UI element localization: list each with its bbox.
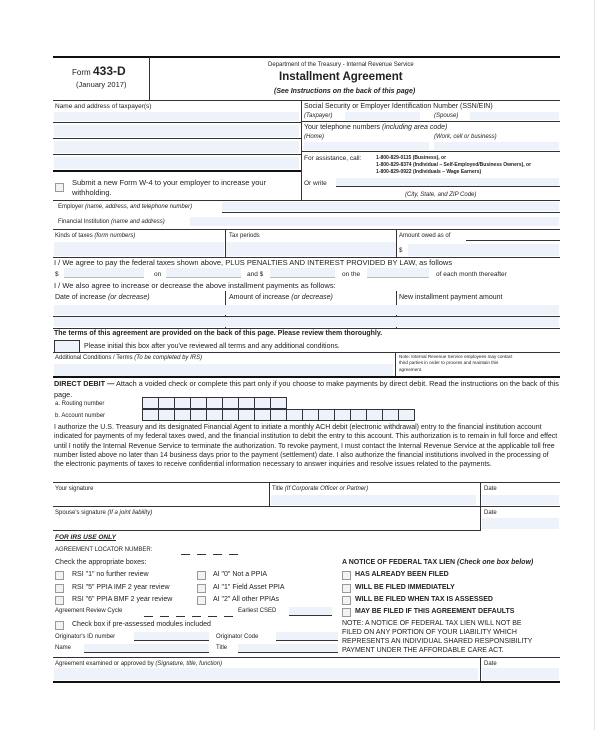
digit-box[interactable] bbox=[142, 409, 159, 421]
ai0-checkbox[interactable] bbox=[197, 571, 206, 580]
agree-statement: I / We agree to pay the federal taxes shown above, PLUS PENALTIES AND INTEREST PROVIDED BY LAW, as follows bbox=[54, 258, 453, 267]
lien2-label: WILL BE FILED IMMEDIATELY bbox=[355, 584, 455, 591]
examined-label bbox=[55, 661, 222, 668]
ai2-checkbox[interactable] bbox=[197, 596, 206, 605]
additional-label bbox=[55, 355, 202, 362]
direct-debit-text: Attach a voided check or complete this part only if you choose to make payments by direct debit. Read the instructions on the back of this page. bbox=[54, 379, 559, 399]
and-label: and $ bbox=[247, 271, 264, 278]
ai1-checkbox[interactable] bbox=[197, 584, 206, 593]
digit-box[interactable] bbox=[366, 409, 383, 421]
digit-box[interactable] bbox=[190, 409, 207, 421]
financial-label-text: Financial Institution bbox=[58, 219, 110, 225]
name-address-field[interactable] bbox=[54, 157, 299, 169]
assistance-label: For assistance, call: bbox=[304, 155, 362, 162]
examined-field[interactable] bbox=[54, 668, 478, 680]
increase-row-field[interactable] bbox=[54, 305, 559, 315]
digit-box[interactable] bbox=[222, 409, 239, 421]
digit-box[interactable] bbox=[270, 409, 287, 421]
digit-box[interactable] bbox=[174, 397, 191, 409]
csed-label: Earliest CSED bbox=[238, 608, 277, 614]
digit-box[interactable] bbox=[254, 409, 271, 421]
initial-label: Please initial this box after you've reviewed all terms and any additional conditions. bbox=[84, 343, 340, 350]
w4-checkbox[interactable] bbox=[55, 183, 64, 192]
amount-increase-text: Amount of increase bbox=[229, 294, 290, 301]
routing-number-field[interactable] bbox=[142, 397, 286, 409]
dollar-sign: $ bbox=[399, 248, 403, 254]
preassessed-checkbox[interactable] bbox=[55, 621, 64, 630]
examined-date-field[interactable] bbox=[482, 668, 559, 680]
terms-notice: The terms of this agreement are provided on the back of this page. Please review them thoroughly. bbox=[54, 330, 383, 337]
review-cycle-label: Agreement Review Cycle bbox=[55, 608, 123, 614]
phone-label bbox=[304, 124, 447, 132]
irs-title-label: Title bbox=[216, 645, 228, 651]
digit-box[interactable] bbox=[318, 409, 335, 421]
form-number: 433-D bbox=[93, 64, 126, 78]
day-of-month-field[interactable] bbox=[367, 268, 429, 278]
lien-heading bbox=[342, 559, 533, 567]
employer-label bbox=[58, 204, 192, 211]
lien3-label: WILL BE FILED WHEN TAX IS ASSESSED bbox=[355, 596, 493, 603]
date-increase-text: Date of increase bbox=[55, 294, 106, 301]
scrollbar[interactable] bbox=[594, 0, 595, 730]
preassessed-label: Check box if pre-assessed modules included bbox=[72, 621, 211, 628]
digit-box[interactable] bbox=[158, 409, 175, 421]
digit-box[interactable] bbox=[254, 397, 271, 409]
lien-note: FILED ON ANY PORTION OF YOUR LIABILITY WHICH bbox=[342, 629, 517, 636]
lien-note: PAYMENT UNDER THE AFFORDABLE CARE ACT. bbox=[342, 647, 504, 654]
amount-owed-field[interactable] bbox=[408, 244, 559, 256]
digit-box[interactable] bbox=[190, 397, 207, 409]
each-month-label: of each month thereafter bbox=[436, 271, 507, 278]
rsi6-checkbox[interactable] bbox=[55, 596, 64, 605]
originator-id-field[interactable] bbox=[134, 632, 209, 641]
irs-note: agreement. bbox=[399, 367, 423, 372]
on-the-label: on the bbox=[342, 271, 361, 278]
ai2-label: AI "2" All other PPIAs bbox=[213, 596, 280, 603]
csed-field[interactable] bbox=[289, 607, 332, 616]
locator-label: AGREEMENT LOCATOR NUMBER: bbox=[55, 547, 153, 553]
title-field[interactable] bbox=[271, 495, 476, 505]
ssn-taxpayer-field[interactable] bbox=[345, 112, 420, 120]
irs-use-heading: FOR IRS USE ONLY bbox=[55, 534, 116, 541]
routing-label: a. Routing number bbox=[55, 401, 105, 407]
account-number-field[interactable] bbox=[142, 409, 414, 421]
divider bbox=[53, 100, 560, 101]
name-field[interactable] bbox=[84, 644, 209, 653]
ssn-label: Social Security or Employer Identification Number (SSN/EIN) bbox=[304, 103, 493, 110]
spouse-date-field[interactable] bbox=[482, 518, 559, 529]
department: Department of the Treasury - Internal Revenue Service bbox=[268, 62, 414, 68]
rsi6-label: RSI "6" PPIA BMF 2 year review bbox=[72, 596, 173, 603]
examined-hint: (Signature, title, function) bbox=[155, 661, 223, 667]
lien4-label: MAY BE FILED IF THIS AGREEMENT DEFAULTS bbox=[355, 608, 515, 615]
amount-owed-label: Amount owed as of bbox=[399, 233, 451, 239]
spouse-signature-label bbox=[55, 510, 152, 517]
monthly-payment-field[interactable] bbox=[270, 268, 335, 278]
lien1-checkbox[interactable] bbox=[342, 571, 351, 580]
digit-box[interactable] bbox=[350, 409, 367, 421]
employer-field[interactable] bbox=[222, 202, 559, 211]
or-write-label: Or write bbox=[304, 180, 327, 187]
lien4-checkbox[interactable] bbox=[342, 608, 351, 617]
form-prefix: Form bbox=[72, 68, 91, 77]
or-write-field[interactable] bbox=[336, 178, 559, 186]
lien-hint: (Check one box below) bbox=[457, 559, 534, 566]
new-amount-label: New installment payment amount bbox=[399, 294, 503, 301]
lien2-checkbox[interactable] bbox=[342, 584, 351, 593]
financial-label bbox=[58, 219, 165, 226]
also-agree: I / We also agree to increase or decrease the above installment payments as follows: bbox=[54, 281, 336, 290]
w4-label: withholding. bbox=[72, 188, 112, 197]
page-title: Installment Agreement bbox=[279, 71, 403, 83]
digit-box[interactable] bbox=[238, 409, 255, 421]
digit-box[interactable] bbox=[398, 409, 415, 421]
phone-home-field[interactable] bbox=[304, 142, 429, 150]
originator-code-field[interactable] bbox=[276, 632, 338, 641]
direct-debit-heading: DIRECT DEBIT — bbox=[54, 379, 115, 388]
rsi5-label: RSI "5" PPIA IMF 2 year review bbox=[72, 584, 170, 591]
kinds-field[interactable] bbox=[54, 242, 224, 256]
spouse-hint: (If a joint liability) bbox=[107, 510, 153, 516]
additional-text: Additional Conditions / Terms bbox=[55, 355, 133, 361]
additional-hint: (To be completed by IRS) bbox=[134, 355, 203, 361]
amount-increase-hint: (or decrease) bbox=[291, 294, 333, 301]
financial-hint: (name and address) bbox=[111, 219, 165, 225]
employer-hint: (name, address, and telephone number) bbox=[85, 204, 193, 210]
authorization-text: I authorize the U.S. Treasury and its designated Financial Agent to initiate a monthly ACH debit (electronic withdrawal) entry to the financial institution account indicated for payments of my federal taxes owed, and the financial institution to debit the entry to this account. This authorization is to remain in full force and effect until I notify the Internal Revenue Service to terminate the authorization. To revoke payment, I must contact the Internal Revenue Service at the applicable toll free number listed above no later than 14 business days prior to the payment (settlement) date. I also authorize the financial institutions involved in the processing of the electronic payments of taxes to receive confidential information necessary to answer inquiries and resolve issues related to the payments. bbox=[54, 424, 558, 469]
kinds-hint: (form numbers) bbox=[94, 233, 136, 239]
divider bbox=[53, 56, 560, 58]
assistance-phone: 1-800-829-0922 (Individuals – Wage Earners) bbox=[376, 169, 482, 175]
your-signature-label: Your signature bbox=[55, 486, 94, 492]
on-label: on bbox=[154, 271, 162, 278]
periods-label: Tax periods bbox=[229, 233, 260, 239]
lien-note: NOTE: A NOTICE OF FEDERAL TAX LIEN WILL NOT BE bbox=[342, 620, 522, 627]
digit-box[interactable] bbox=[302, 409, 319, 421]
spouse-date-label: Date bbox=[484, 510, 497, 516]
digit-box[interactable] bbox=[158, 397, 175, 409]
digit-box[interactable] bbox=[142, 397, 159, 409]
kinds-label bbox=[55, 233, 135, 240]
title-label bbox=[272, 486, 368, 493]
ssn-taxpayer-label: (Taxpayer) bbox=[304, 113, 333, 119]
name-address-field[interactable] bbox=[54, 141, 299, 153]
rsi1-label: RSI "1" no further review bbox=[72, 571, 149, 578]
digit-box[interactable] bbox=[334, 409, 351, 421]
title-text: Title bbox=[272, 486, 284, 492]
dollar-sign: $ bbox=[55, 271, 59, 278]
date-increase-hint: (or decrease) bbox=[107, 294, 150, 301]
divider bbox=[149, 57, 150, 101]
rsi1-checkbox[interactable] bbox=[55, 571, 64, 580]
phone-work-field[interactable] bbox=[434, 142, 559, 150]
digit-box[interactable] bbox=[206, 397, 223, 409]
phone-label-text: Your telephone numbers bbox=[304, 124, 381, 131]
rsi5-checkbox[interactable] bbox=[55, 584, 64, 593]
direct-debit-intro bbox=[54, 379, 559, 400]
subtitle: (See Instructions on the back of this page) bbox=[274, 88, 416, 95]
digit-box[interactable] bbox=[270, 397, 287, 409]
phone-label-hint: (including area code) bbox=[381, 124, 448, 131]
amount-increase-label bbox=[229, 294, 333, 302]
examined-text: Agreement examined or approved by bbox=[55, 661, 154, 667]
ssn-spouse-field[interactable] bbox=[470, 112, 559, 120]
irs-note: third parties in order to process and maintain this bbox=[399, 360, 499, 365]
date-increase-label bbox=[55, 294, 150, 302]
initial-payment-field[interactable] bbox=[64, 268, 144, 278]
spouse-text: Spouse's signature bbox=[55, 510, 106, 516]
digit-box[interactable] bbox=[206, 409, 223, 421]
periods-field[interactable] bbox=[226, 242, 396, 256]
irs-title-field[interactable] bbox=[238, 644, 338, 653]
examined-date-label: Date bbox=[484, 661, 497, 667]
city-hint: (City, State, and ZIP Code) bbox=[405, 192, 477, 198]
additional-field[interactable] bbox=[54, 364, 393, 376]
check-boxes-label: Check the appropriate boxes: bbox=[55, 559, 147, 566]
assistance-phone: 1-800-829-0115 (Business), or bbox=[376, 155, 447, 161]
date-label: Date bbox=[484, 486, 497, 492]
ssn-spouse-label: (Spouse) bbox=[434, 113, 459, 119]
digit-box[interactable] bbox=[238, 397, 255, 409]
form-date: (January 2017) bbox=[76, 80, 127, 89]
assistance-phone: 1-800-829-8374 (Individual – Self-Employed/Business Owners), or bbox=[376, 162, 532, 168]
w4-label: Submit a new Form W-4 to your employer to increase your bbox=[72, 178, 267, 187]
date-field[interactable] bbox=[482, 495, 559, 505]
ai0-label: AI "0" Not a PPIA bbox=[213, 571, 267, 578]
account-label: b. Account number bbox=[55, 413, 106, 419]
name-label: Name bbox=[55, 645, 72, 651]
lien3-checkbox[interactable] bbox=[342, 596, 351, 605]
phone-work-label: (Work, cell or business) bbox=[434, 134, 497, 140]
name-address-field[interactable] bbox=[54, 112, 299, 121]
digit-box[interactable] bbox=[222, 397, 239, 409]
ai1-label: AI "1" Field Asset PPIA bbox=[213, 584, 285, 591]
lien-note: REPRESENTS AN INDIVIDUAL SHARED RESPONSIBILITY bbox=[342, 638, 533, 645]
phone-home-label: (Home) bbox=[304, 134, 325, 140]
name-address-field[interactable] bbox=[54, 125, 299, 137]
financial-field[interactable] bbox=[190, 217, 559, 226]
digit-box[interactable] bbox=[382, 409, 399, 421]
digit-box[interactable] bbox=[174, 409, 191, 421]
title-hint: (If Corporate Officer or Partner) bbox=[284, 486, 369, 492]
originator-id-label: Originator's ID number bbox=[55, 634, 116, 640]
employer-label-text: Employer bbox=[58, 204, 84, 210]
lien-heading-text: A NOTICE OF FEDERAL TAX LIEN bbox=[342, 559, 456, 566]
increase-row-field[interactable] bbox=[54, 317, 559, 327]
irs-note: Note: Internal Revenue Service employees may contact bbox=[399, 354, 513, 359]
kinds-label-text: Kinds of taxes bbox=[55, 233, 93, 239]
digit-box[interactable] bbox=[286, 409, 303, 421]
lien1-label: HAS ALREADY BEEN FILED bbox=[355, 571, 449, 578]
name-address-label: Name and address of taxpayer(s) bbox=[55, 103, 152, 110]
initial-date-field[interactable] bbox=[166, 268, 241, 278]
originator-code-label: Originator Code bbox=[216, 634, 259, 640]
